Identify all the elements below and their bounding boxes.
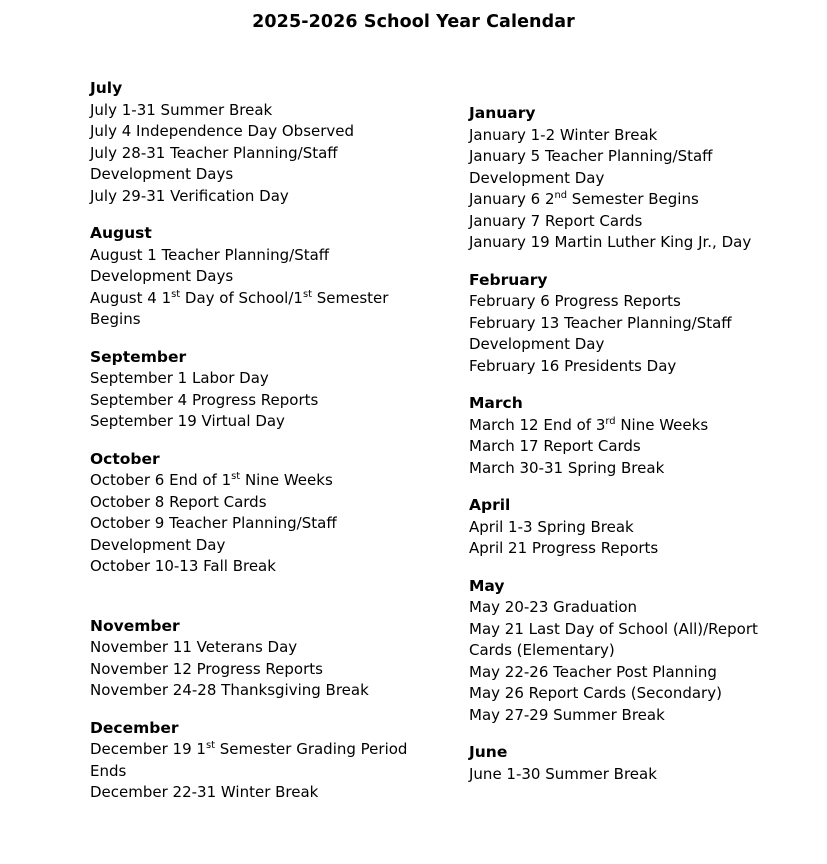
calendar-event: April 1-3 Spring Break: [469, 517, 634, 536]
calendar-event: February 16 Presidents Day: [469, 356, 677, 375]
month-block: [90, 347, 410, 433]
calendar-event: [469, 189, 769, 211]
calendar-event: January 1-2 Winter Break: [469, 125, 658, 144]
event-text-segment: Semester Grading Period Ends: [90, 740, 408, 780]
calendar-event: May 26 Report Cards (Secondary): [469, 684, 722, 702]
calendar-event: October 10-13 Fall Break: [90, 557, 276, 575]
calendar-event: February 13 Teacher Planning/Staff Development Day: [469, 313, 732, 353]
ordinal-suffix: st: [205, 740, 215, 751]
ordinal-suffix: st: [302, 288, 312, 300]
month-block: [469, 103, 769, 254]
month-heading: October: [90, 449, 160, 468]
month-heading: August: [90, 224, 152, 242]
ordinal-suffix: st: [171, 288, 181, 300]
month-block: [90, 616, 410, 702]
calendar-event: December 22-31 Winter Break: [90, 783, 319, 801]
calendar-event: September 19 Virtual Day: [90, 412, 285, 430]
month-event-list: [90, 368, 410, 433]
calendar-event: February 6 Progress Reports: [469, 292, 681, 310]
calendar-event: May 27-29 Summer Break: [469, 705, 665, 724]
calendar-event: September 1 Labor Day: [90, 369, 269, 387]
month-heading: July: [90, 79, 123, 97]
month-event-list: [469, 597, 769, 726]
month-event-list: [469, 415, 769, 480]
calendar-event: November 11 Veterans Day: [90, 638, 298, 656]
ordinal-suffix: nd: [554, 190, 568, 201]
month-heading: May: [469, 576, 505, 595]
event-text-segment: Semester Begins: [90, 288, 389, 328]
calendar-event: October 9 Teacher Planning/Staff Development Day: [90, 514, 337, 554]
month-block: [469, 576, 769, 727]
month-heading: January: [469, 104, 536, 122]
calendar-event: November 24-28 Thanksgiving Break: [90, 681, 369, 699]
calendar-event: March 17 Report Cards: [469, 437, 641, 455]
event-text-segment: March 12 End of 3: [469, 415, 606, 434]
month-block: [90, 78, 410, 207]
month-heading: November: [90, 616, 180, 635]
calendar-event: January 7 Report Cards: [469, 211, 643, 230]
event-text-segment: Nine Weeks: [615, 415, 709, 434]
calendar-event: January 19 Martin Luther King Jr., Day: [469, 233, 752, 251]
month-block: [90, 223, 410, 331]
month-block: [469, 495, 769, 560]
month-event-list: [90, 100, 410, 208]
month-event-list: [469, 291, 769, 377]
month-block: [469, 393, 769, 479]
month-event-list: [90, 245, 410, 331]
calendar-event: May 20-23 Graduation: [469, 598, 638, 616]
month-event-list: [90, 470, 410, 578]
calendar-event: July 28-31 Teacher Planning/Staff Development Days: [90, 143, 338, 183]
month-block: [90, 718, 410, 804]
month-heading: April: [469, 496, 511, 514]
calendar-event: November 12 Progress Reports: [90, 659, 323, 678]
calendar-event: January 5 Teacher Planning/Staff Development Day: [469, 147, 713, 187]
calendar-event: June 1-30 Summer Break: [469, 764, 657, 783]
month-event-list: [469, 125, 769, 254]
event-text-segment: Day of School/1: [180, 288, 303, 307]
calendar-event: [90, 739, 410, 782]
month-block: [469, 742, 769, 785]
calendar-column-right: [469, 78, 769, 785]
calendar-event: March 30-31 Spring Break: [469, 458, 665, 477]
ordinal-suffix: st: [231, 471, 241, 482]
calendar-event: [90, 470, 410, 492]
page-title: 2025-2026 School Year Calendar: [252, 12, 575, 32]
calendar-event: July 1-31 Summer Break: [90, 100, 273, 119]
month-heading: September: [90, 347, 187, 366]
month-heading: March: [469, 394, 523, 412]
event-text-segment: October 6 End of 1: [90, 471, 232, 489]
calendar-event: July 4 Independence Day Observed: [90, 122, 355, 140]
ordinal-suffix: rd: [605, 415, 616, 427]
calendar-event: May 22-26 Teacher Post Planning: [469, 662, 717, 681]
month-heading: February: [469, 270, 548, 289]
month-block: [90, 449, 410, 578]
calendar-event: October 8 Report Cards: [90, 492, 267, 511]
calendar-event: [469, 415, 769, 437]
month-heading: June: [469, 743, 508, 761]
calendar-column-left: [90, 78, 410, 804]
month-event-list: [469, 517, 769, 560]
event-text-segment: Nine Weeks: [240, 471, 333, 489]
event-text-segment: December 19 1: [90, 740, 206, 758]
event-text-segment: January 6 2: [469, 190, 555, 208]
calendar-event: [90, 288, 410, 331]
event-text-segment: Semester Begins: [567, 190, 699, 208]
calendar-event: May 21 Last Day of School (All)/Report Cards (Elementary): [469, 619, 758, 659]
month-heading: December: [90, 718, 179, 737]
month-event-list: [90, 637, 410, 702]
calendar-event: September 4 Progress Reports: [90, 390, 319, 409]
calendar-event: August 1 Teacher Planning/Staff Development Days: [90, 245, 330, 285]
month-block: [469, 270, 769, 378]
calendar-event: April 21 Progress Reports: [469, 539, 659, 557]
event-text-segment: August 4 1: [90, 288, 172, 307]
calendar-event: July 29-31 Verification Day: [90, 186, 289, 205]
month-event-list: [469, 764, 769, 786]
month-event-list: [90, 739, 410, 804]
